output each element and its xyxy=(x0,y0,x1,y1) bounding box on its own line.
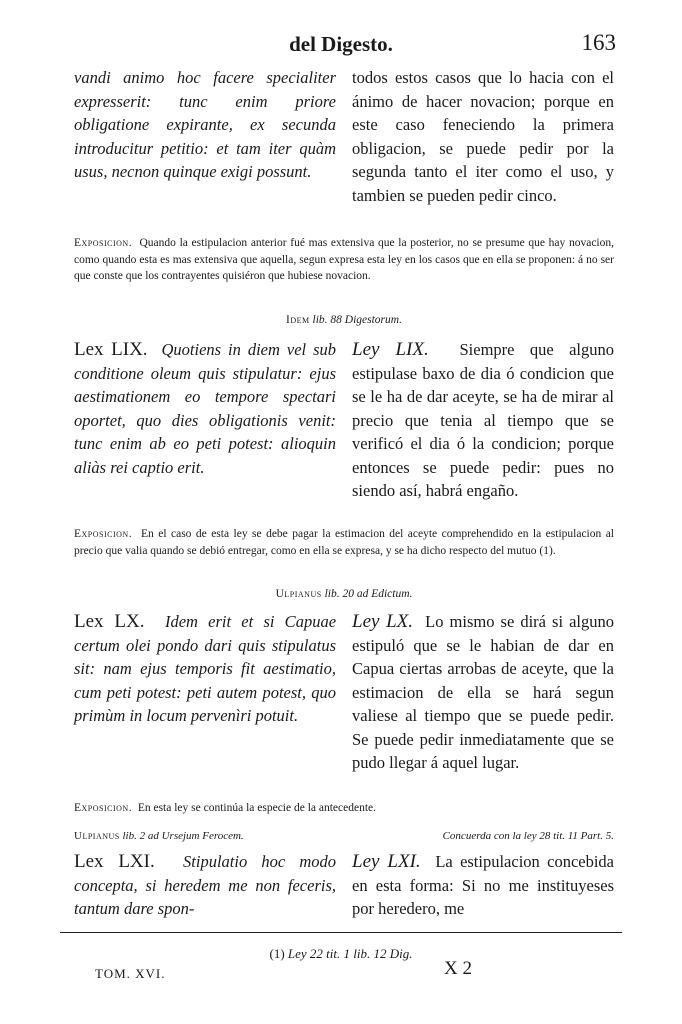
latin-law-body: Quotiens in diem vel sub conditione oleum quis stipulatur: ejus aestimationem eo tempore spectari oportet, quo dies obligationis venit: tunc enim ab eo peti potest: alioquin aliàs rei captio erit. xyxy=(74,340,336,477)
latin-text xyxy=(74,338,336,503)
law-61 xyxy=(74,850,614,921)
exposition-text: En esta ley se continúa la especie de la antecedente. xyxy=(137,802,377,814)
exposition-text: En el caso de esta ley se debe pagar la estimacion del aceyte comprehendido en la estipulacion al precio que valia quando se debió entregar, como en ella se expresa, y se ha dicho respecto del mutuo (1). xyxy=(74,528,615,557)
footnote-number: (1) xyxy=(269,946,285,961)
spanish-law-heading: Ley LIX. xyxy=(352,339,429,360)
source-citation-pair xyxy=(74,830,614,842)
spanish-law-heading: Ley LX. xyxy=(352,611,414,632)
running-title: del Digesto. xyxy=(289,32,393,56)
exposition-label: Exposicion. xyxy=(74,802,133,814)
source-author: Idem xyxy=(286,314,310,326)
latin-text xyxy=(74,610,336,775)
source-citation xyxy=(74,588,614,600)
source-author: Ulpianus xyxy=(275,588,322,600)
footnote xyxy=(0,946,682,962)
footnote-reference: Ley 22 tit. 1 lib. 12 Dig. xyxy=(287,946,413,961)
page-number: 163 xyxy=(581,30,616,55)
exposition-paragraph xyxy=(74,235,614,285)
spanish-text xyxy=(352,610,614,775)
source-reference: lib. 2 ad Ursejum Ferocem. xyxy=(122,830,244,842)
latin-law-heading: Lex LXI. xyxy=(74,851,155,872)
spanish-text: todos estos casos que lo hacia con el ánimo de hacer novacion; porque en este caso feneciendo la primera obligacion, se puede pedir por la segunda tanto el iter como el uso, y tambien se pueden pedir cinco. xyxy=(352,68,614,205)
spanish-law-body: La estipulacion concebida en esta forma: Si no me instituyeses por heredero, me xyxy=(352,852,615,918)
spanish-law-body: Lo mismo se dirá si alguno estipuló que se le habian de dar en Capua ciertas arrobas de aceyte, que la estimacion de ella se hará segun valiese al tiempo que se puede pedir. Se puede pedir inmediatamente que se pudo llegar á aquel lugar. xyxy=(352,612,614,772)
latin-law-body: Idem erit et si Capuae certum olei pondo dari quis stipulatus sit: nam ejus temporis fit aestimatio, cum peti potest: peti autem potest, quo primùm in locum pervenìri potuit. xyxy=(74,612,337,725)
exposition-label: Exposicion. xyxy=(74,528,133,540)
exposition-text: Quando la estipulacion anterior fué mas extensiva que la posterior, no se presume que hay novacion, como quando esta es mas extensiva que aquella, segun expresa esta ley en los casos que en ella se proponen: á no ser que conste que los contrayentes quisiéron que hubiese novacion. xyxy=(74,237,614,282)
latin-text xyxy=(74,850,336,921)
spanish-text xyxy=(352,338,614,503)
footnote-rule xyxy=(60,932,622,933)
source-left xyxy=(74,830,244,842)
exposition-paragraph xyxy=(74,526,614,559)
exposition-paragraph xyxy=(74,800,614,817)
latin-law-heading: Lex LX. xyxy=(74,611,145,632)
spanish-law-heading: Ley LXI. xyxy=(352,851,421,872)
law-60 xyxy=(74,610,614,775)
source-author: Ulpianus xyxy=(74,830,120,842)
exposition-label: Exposicion. xyxy=(74,237,133,249)
concordance-reference: Concuerda con la ley 28 tit. 11 Part. 5. xyxy=(442,830,614,842)
section-continuation xyxy=(74,66,614,207)
latin-law-heading: Lex LIX. xyxy=(74,339,148,360)
law-59 xyxy=(74,338,614,503)
signature-mark: X 2 xyxy=(444,958,472,979)
latin-law-body: Stipulatio hoc modo concepta, si heredem me non feceris, tantum dare spon- xyxy=(74,852,336,918)
source-reference: lib. 88 Digestorum. xyxy=(312,314,402,326)
volume-mark: TOM. XVI. xyxy=(95,966,166,981)
spanish-text xyxy=(352,850,614,921)
source-citation xyxy=(74,314,614,326)
latin-text: vandi animo hoc facere specialiter expresserit: tunc enim priore obligatione expirante, ex secunda introducitur petitio: et tam iter quàm usus, necnon quinque exigi possunt. xyxy=(74,68,336,181)
spanish-law-body: Siempre que alguno estipulase baxo de dia ó condicion que se le ha de dar aceyte, se ha de mirar al precio que tenia al tiempo que se verificó el dia ó la condicion; porque entonces se puede pedir: pues no siendo así, habrá engaño. xyxy=(352,340,615,500)
source-reference: lib. 20 ad Edictum. xyxy=(324,588,413,600)
